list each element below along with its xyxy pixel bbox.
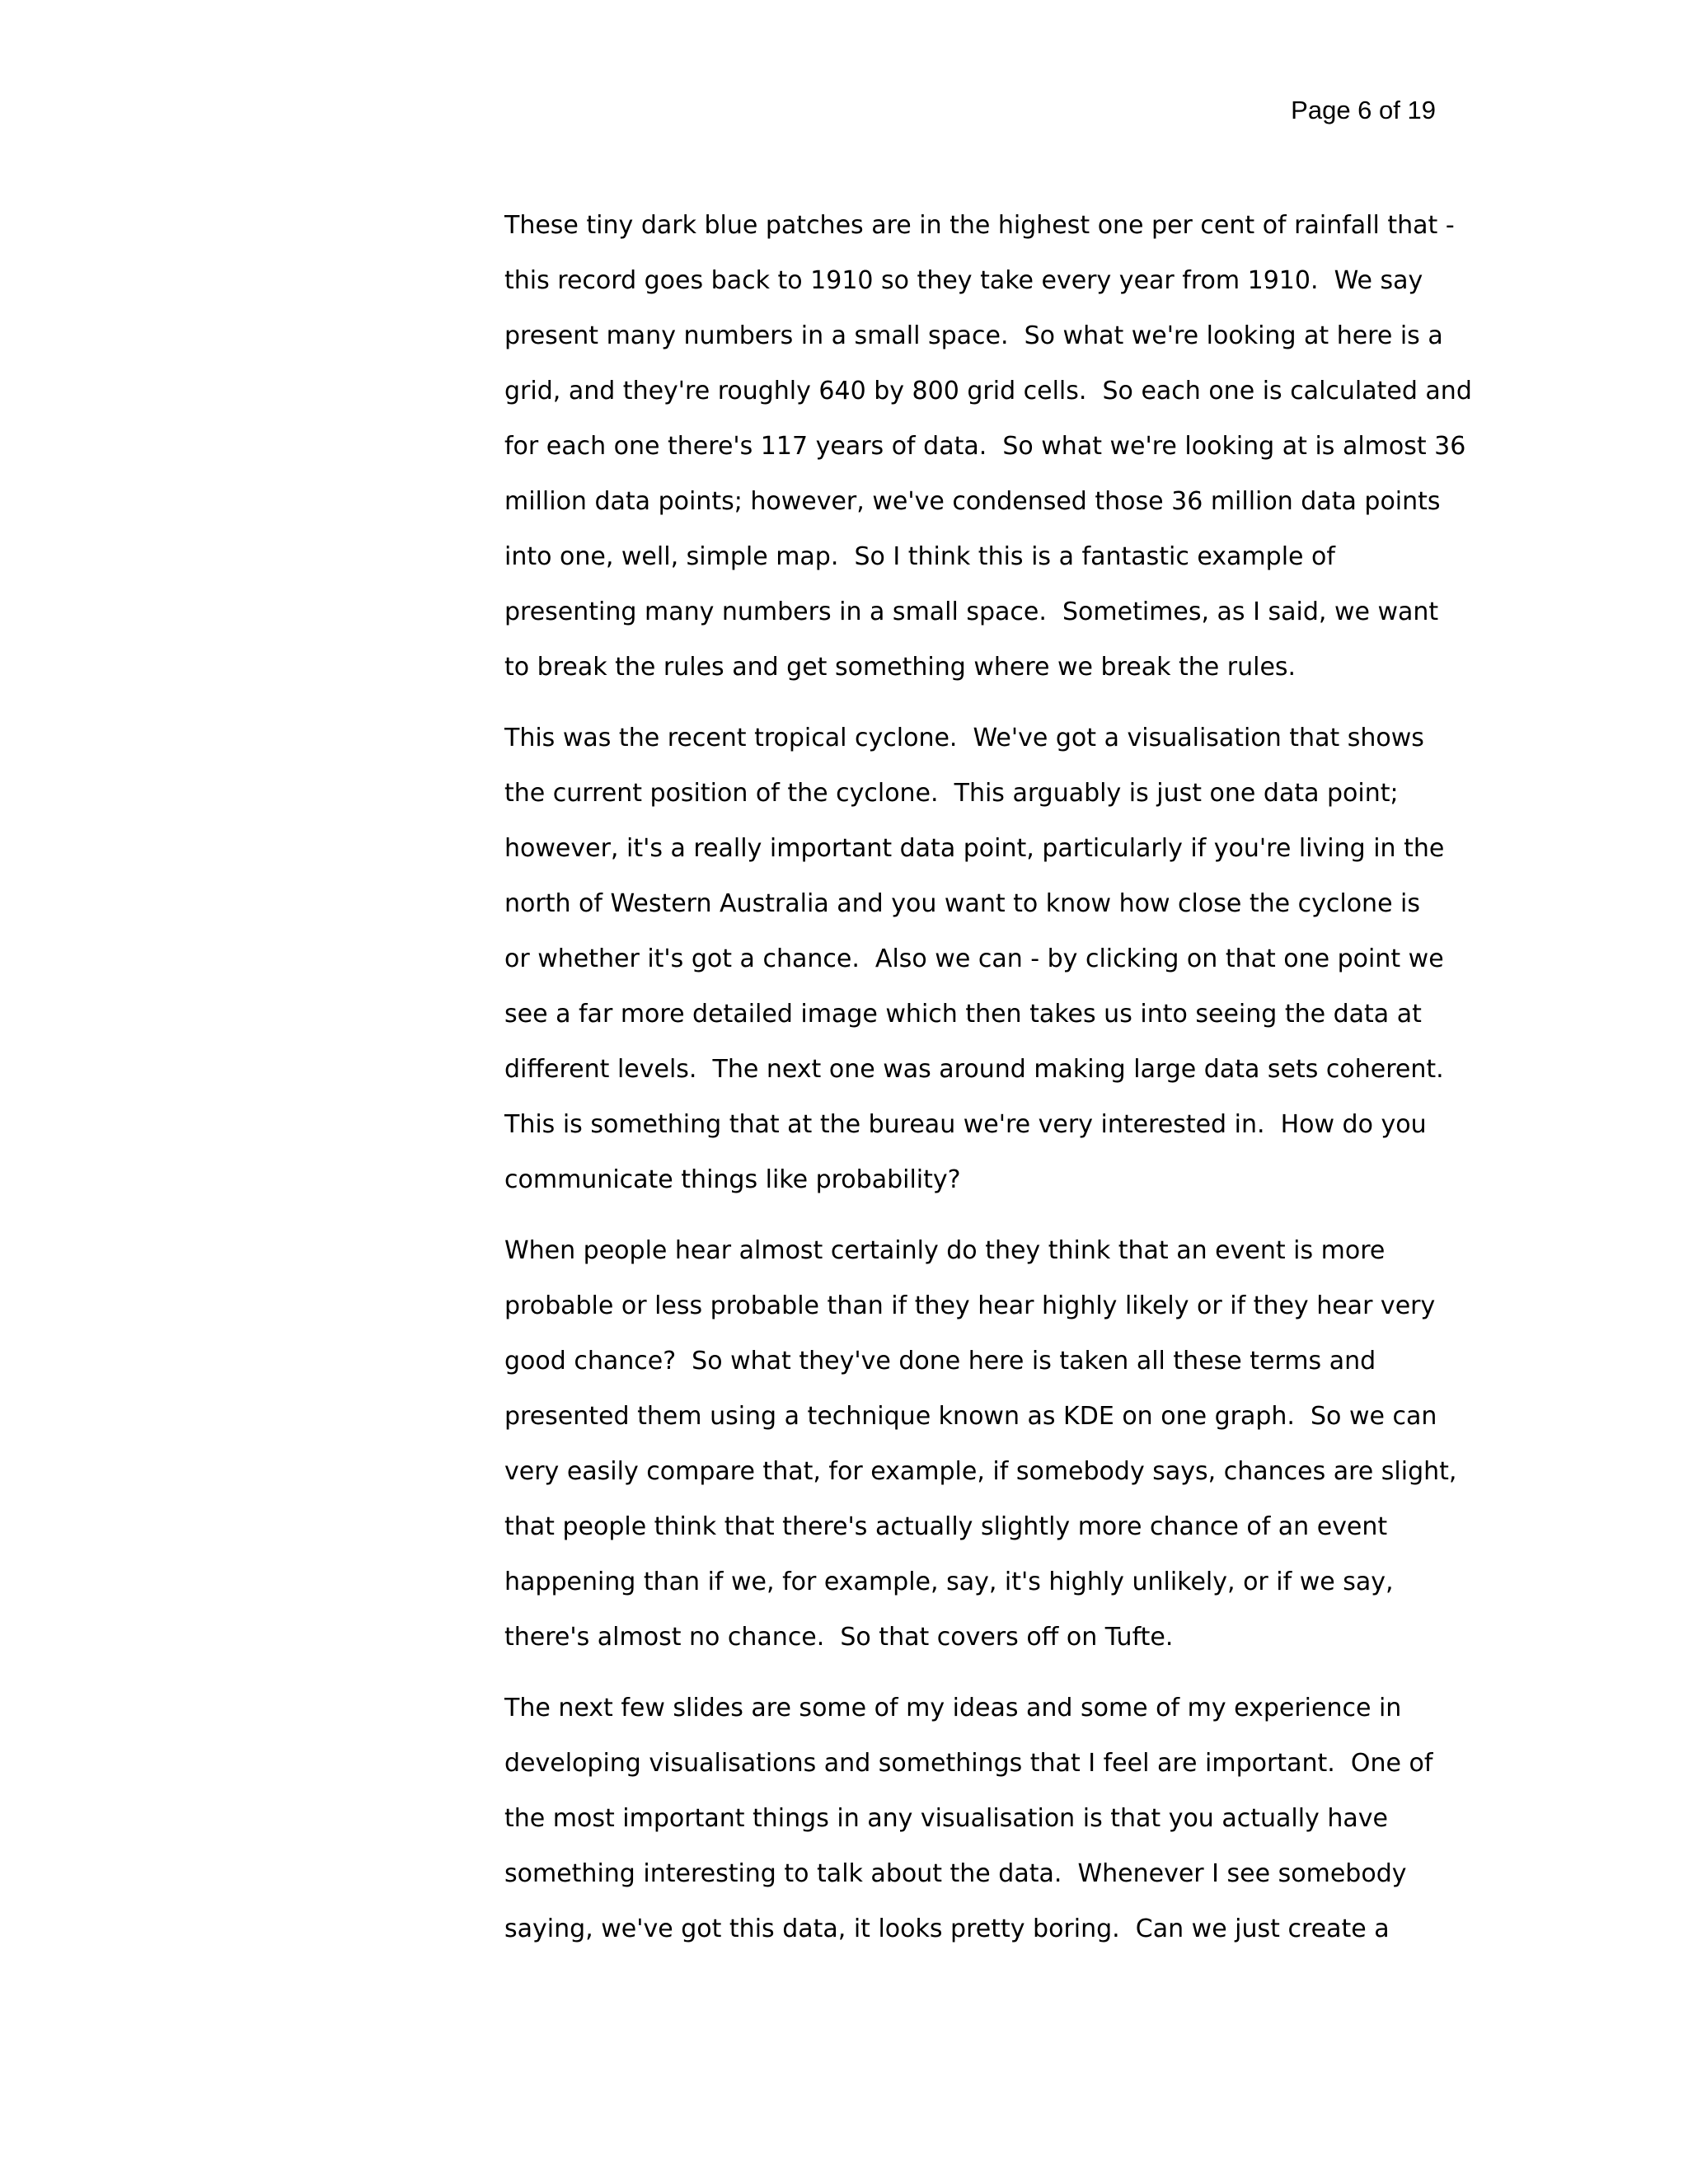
text-line: presented them using a technique known as KDE on one graph. So we can [504, 1402, 1437, 1431]
text-line: into one, well, simple map. So I think this is a fantastic example of [504, 542, 1335, 571]
paragraph-2 [504, 710, 1452, 1207]
paragraph-3 [504, 1223, 1457, 1665]
paragraph-1 [504, 198, 1472, 695]
text-line: or whether it's got a chance. Also we can - by clicking on that one point we [504, 944, 1444, 973]
text-line: The next few slides are some of my ideas and some of my experience in [504, 1694, 1402, 1722]
text-line: there's almost no chance. So that covers off on Tufte. [504, 1623, 1174, 1652]
text-line: million data points; however, we've condensed those 36 million data points [504, 487, 1441, 516]
paragraph-4 [504, 1680, 1452, 1957]
text-line: presenting many numbers in a small space. Sometimes, as I said, we want [504, 598, 1439, 626]
text-line: happening than if we, for example, say, it's highly unlikely, or if we say, [504, 1568, 1394, 1596]
text-line: good chance? So what they've done here is taken all these terms and [504, 1347, 1376, 1376]
text-line: When people hear almost certainly do they think that an event is more [504, 1236, 1386, 1265]
text-line: to break the rules and get something where we break the rules. [504, 653, 1296, 682]
text-line: developing visualisations and somethings that I feel are important. One of [504, 1749, 1433, 1778]
text-line: communicate things like probability? [504, 1165, 961, 1194]
text-line: for each one there's 117 years of data. So what we're looking at is almost 36 [504, 432, 1466, 461]
text-line: grid, and they're roughly 640 by 800 grid cells. So each one is calculated and [504, 377, 1472, 405]
text-line: saying, we've got this data, it looks pretty boring. Can we just create a [504, 1915, 1390, 1943]
text-line: different levels. The next one was around making large data sets coherent. [504, 1055, 1444, 1084]
text-line: very easily compare that, for example, if somebody says, chances are slight, [504, 1457, 1457, 1486]
text-line: probable or less probable than if they hear highly likely or if they hear very [504, 1291, 1436, 1320]
transcript-body [504, 198, 1472, 1972]
text-line: These tiny dark blue patches are in the highest one per cent of rainfall that - [504, 211, 1455, 240]
text-line: This is something that at the bureau we're very interested in. How do you [504, 1110, 1427, 1139]
page-number: Page 6 of 19 [1291, 96, 1436, 124]
text-line: the most important things in any visualisation is that you actually have [504, 1804, 1388, 1833]
text-line: see a far more detailed image which then takes us into seeing the data at [504, 1000, 1422, 1029]
text-line: something interesting to talk about the data. Whenever I see somebody [504, 1859, 1407, 1888]
text-line: that people think that there's actually slightly more chance of an event [504, 1512, 1388, 1541]
text-line: this record goes back to 1910 so they take every year from 1910. We say [504, 266, 1423, 295]
text-line: however, it's a really important data point, particularly if you're living in the [504, 834, 1445, 863]
text-line: the current position of the cyclone. This arguably is just one data point; [504, 779, 1399, 808]
text-line: This was the recent tropical cyclone. We've got a visualisation that shows [504, 724, 1424, 752]
text-line: present many numbers in a small space. So what we're looking at here is a [504, 321, 1443, 350]
text-line: north of Western Australia and you want to know how close the cyclone is [504, 889, 1421, 918]
